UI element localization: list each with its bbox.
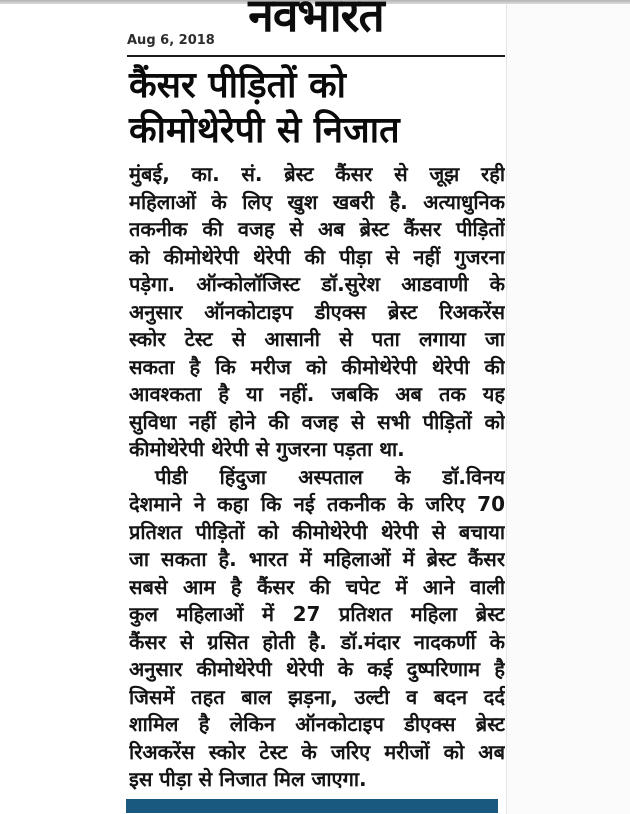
- article-line: देशमाने ने कहा कि नई तकनीक के जरिए 70: [129, 492, 505, 516]
- article-line: सुविधा नहीं होने की वजह से सभी पीड़ितों को: [129, 409, 505, 434]
- article-line: मुंबई, का. सं. ब्रेस्ट कैंसर से जूझ रही: [129, 162, 505, 186]
- article-body: [129, 161, 505, 794]
- right-margin: [506, 4, 630, 814]
- headline-line-1: कैंसर पीड़ितों को: [129, 65, 346, 106]
- article-line: सकता है कि मरीज को कीमोथेरेपी थेरेपी की: [129, 354, 505, 379]
- headline-line-2: कीमोथेरेपी से निजात: [129, 110, 400, 151]
- clip-date: Aug 6, 2018: [127, 33, 215, 48]
- article-line: महिलाओं के लिए खुश खबरी है. अत्याधुनिक: [129, 189, 505, 214]
- article-line: कीमोथेरेपी थेरेपी से गुजरना पड़ता था.: [129, 437, 405, 461]
- article-line: पीडी हिंदुजा अस्पताल के डॉ.विनय: [155, 464, 505, 489]
- article-line: प्रतिशत पीड़ितों को कीमोथेरेपी थेरेपी से बचाया: [129, 519, 505, 544]
- article-line: कैंसर से ग्रसित होती है. डॉ.मंदार नादकर्णी के: [129, 629, 505, 654]
- masthead-rule: [127, 55, 505, 57]
- headline: [129, 63, 507, 153]
- article-line: स्कोर टेस्ट से आसानी से पता लगाया जा: [129, 327, 505, 351]
- article-line: रिअकरेंस स्कोर टेस्ट के जरिए मरीजों को अब: [129, 739, 505, 764]
- article-line: अनुसार कीमोथेरेपी थेरेपी के कई दुष्परिणाम है: [129, 657, 505, 681]
- article-line: सबसे आम है कैंसर की चपेट में आने वाली: [129, 574, 505, 599]
- article-line: इस पीड़ा से निजात मिल जाएगा.: [129, 767, 367, 791]
- article-line: जा सकता है. भारत में महिलाओं में ब्रेस्ट कैंसर: [129, 547, 505, 571]
- article-line: जिसमें तहत बाल झड़ना, उल्टी व बदन दर्द: [129, 684, 505, 709]
- article-line: पड़ेगा. ऑन्कोलॉजिस्ट डॉ.सुरेश आडवाणी के: [129, 272, 505, 296]
- bottom-accent-bar: [126, 799, 498, 813]
- article-line: तकनीक की वजह से अब ब्रेस्ट कैंसर पीड़ितों: [129, 217, 505, 241]
- article-line: शामिल है लेकिन ऑनकोटाइप डीएक्स ब्रेस्ट: [129, 712, 505, 736]
- article-line: को कीमोथेरेपी थेरेपी की पीड़ा से नहीं गुजरना: [129, 244, 505, 269]
- article-line: आवश्कता है या नहीं. जबकि अब तक यह: [129, 382, 505, 406]
- article-line: कुल महिलाओं में 27 प्रतिशत महिला ब्रेस्ट: [129, 602, 505, 626]
- newspaper-masthead: नवभारत: [248, 0, 384, 42]
- article-line: अनुसार ऑनकोटाइप डीएक्स ब्रेस्ट रिअकरेंस: [129, 299, 505, 324]
